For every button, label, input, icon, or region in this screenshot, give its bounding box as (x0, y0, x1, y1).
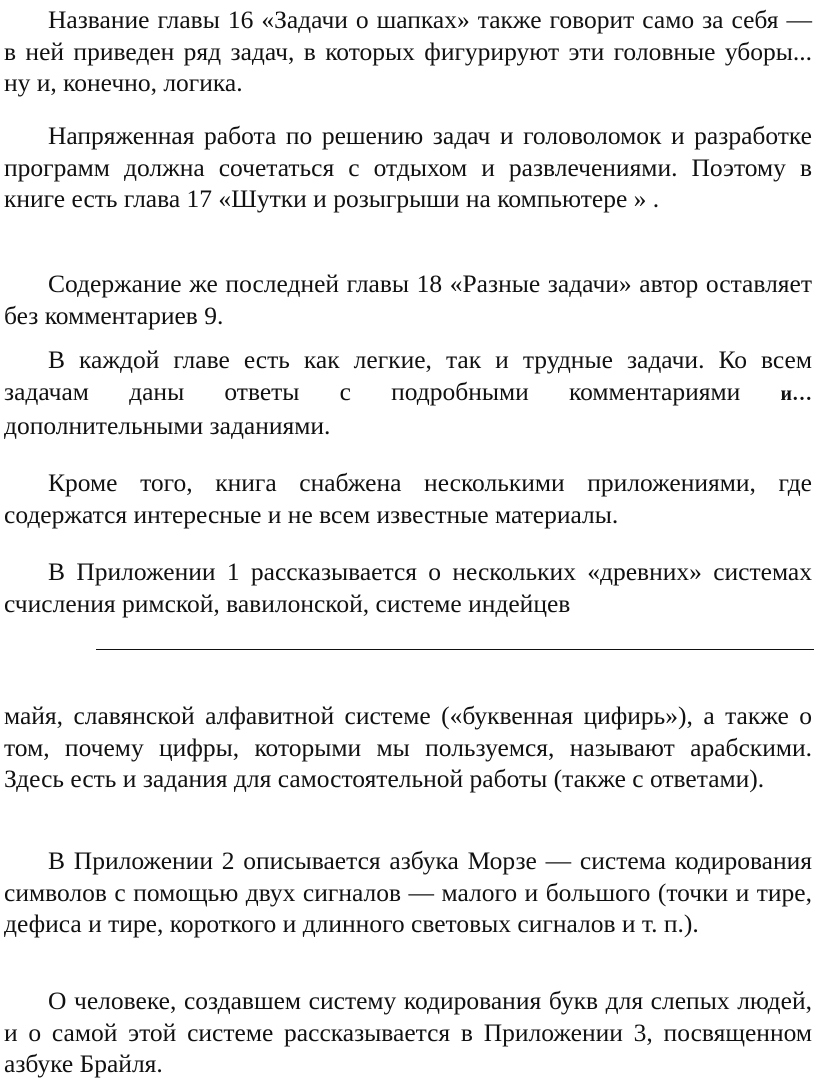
paragraph-chapter-17: Напряженная работа по решению задач и головоломок и разработке программ должна сочетаться с отдыхом и развлечениями. Поэтому в книге есть глава 17 «Шутки и розыгрыши на компьютере » . (4, 121, 812, 213)
paragraph-answers-tail: дополнительными заданиями. (4, 411, 331, 440)
paragraph-appendix-1: В Приложении 1 рассказывается о нескольких «древних» системах счисления римской, вавилонской, системе индейцев (4, 557, 812, 618)
paragraph-appendix-1-continued: майя, славянской алфавитной системе («буквенная цифирь»), а также о том, почему цифры, которыми мы пользуемся, называют арабскими. Здесь есть и задания для самостоятельной работы (также с ответами). (4, 701, 812, 793)
paragraph-answers-bold-fragment: и… (780, 382, 813, 405)
paragraph-appendices: Кроме того, книга снабжена несколькими приложениями, где содержатся интересные и не всем известные материалы. (4, 468, 812, 529)
paragraph-appendix-3: О человеке, создавшем систему кодирования букв для слепых людей, и о самой этой системе рассказывается в Приложении 3, посвященном азбуке Брайля. (4, 986, 812, 1078)
paragraph-answers (4, 344, 812, 442)
paragraph-appendix-2: В Приложении 2 описывается азбука Морзе — система кодирования символов с помощью двух сигналов — малого и большого (точки и тире, дефиса и тире, короткого и длинного световых сигналов и т. п.). (4, 846, 812, 938)
paragraph-answers-text: В каждой главе есть как легкие, так и трудные задачи. Ко всем задачам даны ответы с подробными комментариями (4, 345, 812, 406)
horizontal-rule (96, 649, 814, 650)
paragraph-chapter-16: Название главы 16 «Задачи о шапках» также говорит само за себя — в ней приведен ряд задач, в которых фигурируют эти головные уборы... ну и, конечно, логика. (4, 5, 812, 97)
paragraph-chapter-18: Содержание же последней главы 18 «Разные задачи» автор оставляет без комментариев 9. (4, 269, 812, 330)
